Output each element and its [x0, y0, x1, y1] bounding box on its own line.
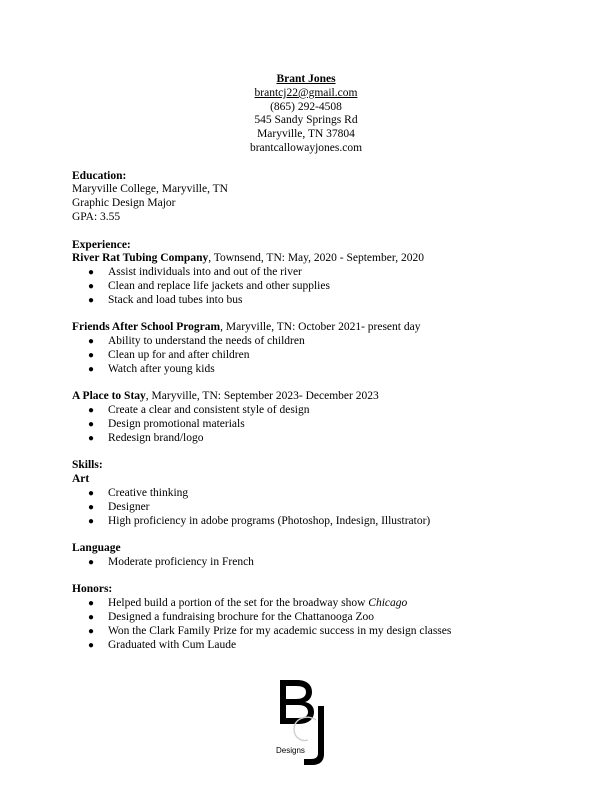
list-item: ● Graduated with Cum Laude [72, 639, 542, 653]
list-item: ● Designed a fundraising brochure for the Chattanooga Zoo [72, 611, 542, 625]
skills-language-label: Language [72, 542, 121, 555]
website: brantcallowayjones.com [249, 141, 363, 154]
job-details: , Townsend, TN: May, 2020 - September, 2020 [208, 252, 424, 265]
list-item: ● Stack and load tubes into bus [72, 294, 542, 308]
job-title-line [72, 252, 542, 266]
list-item: ● Redesign brand/logo [72, 432, 542, 446]
list-item: ● Clean up for and after children [72, 349, 542, 363]
list-item: ● Ability to understand the needs of children [72, 335, 542, 349]
honor-text: Helped build a portion of the set for the broadway show [108, 597, 369, 610]
skills-heading: Skills: [72, 459, 103, 472]
phone-number: (865) 292-4508 [270, 100, 342, 113]
job-entry-friends-after-school [72, 321, 542, 376]
resume-page [72, 73, 542, 652]
bj-designs-logo [272, 674, 336, 766]
education-school: Maryville College, Maryville, TN [72, 183, 228, 196]
list-item: ● Clean and replace life jackets and other supplies [72, 280, 542, 294]
skills-art-list [72, 487, 542, 528]
skills-language-list [72, 556, 542, 570]
list-item: ● Assist individuals into and out of the river [72, 266, 542, 280]
job-entry-a-place-to-stay [72, 390, 542, 445]
job-title-line [72, 390, 542, 404]
skills-section [72, 459, 542, 569]
job-duties-list [72, 266, 542, 307]
job-employer: A Place to Stay [72, 390, 146, 403]
job-details: , Maryville, TN: September 2023- December 2023 [145, 390, 379, 403]
education-major: Graphic Design Major [72, 197, 176, 210]
resume-header [0, 73, 612, 156]
honors-list [72, 597, 542, 652]
applicant-name: Brant Jones [276, 73, 336, 85]
experience-section [72, 239, 542, 446]
skills-art-label: Art [72, 473, 90, 486]
education-section [72, 170, 542, 225]
job-employer: Friends After School Program [72, 321, 221, 334]
address-city: Maryville, TN 37804 [257, 128, 355, 141]
job-entry-river-rat [72, 252, 542, 307]
list-item [72, 597, 542, 611]
job-title-line [72, 321, 542, 335]
list-item: ● High proficiency in adobe programs (Photoshop, Indesign, Illustrator) [72, 515, 542, 529]
list-item: ● Design promotional materials [72, 418, 542, 432]
list-item: ● Won the Clark Family Prize for my academic success in my design classes [72, 625, 542, 639]
job-duties-list [72, 335, 542, 376]
logo-caption: Designs [276, 746, 305, 755]
list-item: ● Designer [72, 501, 542, 515]
experience-heading: Experience: [72, 238, 131, 251]
education-heading: Education: [72, 169, 127, 182]
email-link[interactable]: brantcj22@gmail.com [254, 86, 358, 99]
education-gpa: GPA: 3.55 [72, 210, 121, 223]
list-item: ● Create a clear and consistent style of design [72, 404, 542, 418]
list-item: ● Watch after young kids [72, 363, 542, 377]
job-details: , Maryville, TN: October 2021- present day [220, 321, 421, 334]
list-item: ● Creative thinking [72, 487, 542, 501]
honor-italic-title: Chicago [368, 597, 408, 610]
honors-heading: Honors: [72, 583, 113, 596]
address-street: 545 Sandy Springs Rd [254, 114, 358, 127]
job-duties-list [72, 404, 542, 445]
honors-section [72, 583, 542, 652]
list-item: ● Moderate proficiency in French [72, 556, 542, 570]
job-employer: River Rat Tubing Company [72, 252, 209, 265]
